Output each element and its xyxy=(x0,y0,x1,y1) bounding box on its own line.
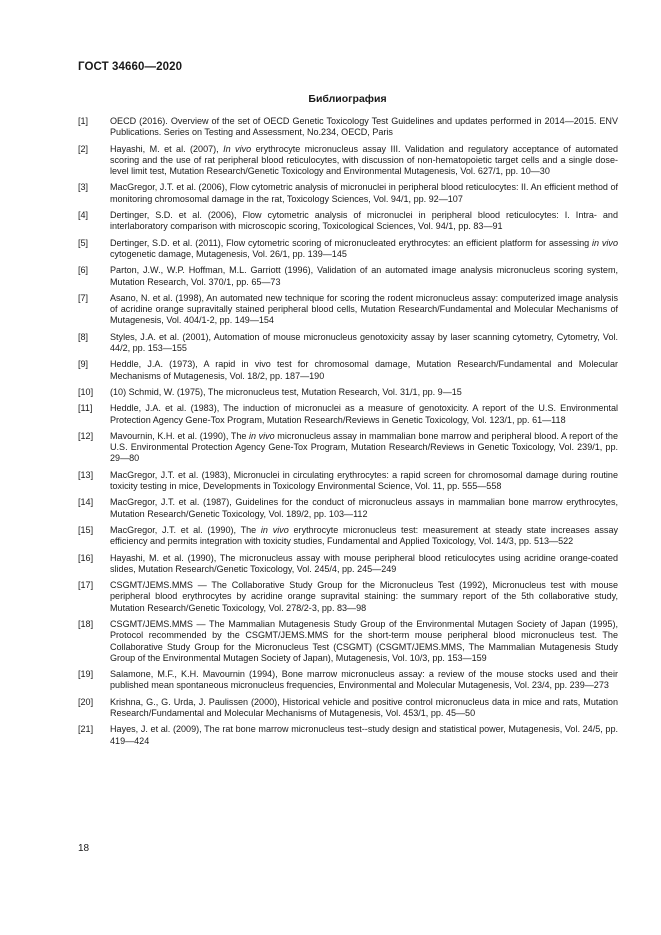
reference-text xyxy=(110,182,618,205)
reference-text-segment: Heddle, J.A. et al. (1983), The induction of micronuclei as a measure of genotoxicity. A report of the U.S. Environmental Protection Agency Gene-Tox Program, Mutation Research/Reviews in Genetic Toxicology, Vol. 123/1, pp. 61—118 xyxy=(110,403,618,425)
reference-text xyxy=(110,431,618,465)
reference-text-segment: cytogenetic damage, Mutagenesis, Vol. 26/1, pp. 139—145 xyxy=(110,248,347,259)
reference-text xyxy=(110,387,618,398)
reference-number: [7] xyxy=(78,292,89,303)
reference-item xyxy=(78,697,618,720)
reference-item xyxy=(78,144,618,178)
reference-item xyxy=(78,332,618,355)
reference-number: [1] xyxy=(78,116,89,126)
reference-number: [13] xyxy=(78,469,94,480)
reference-item xyxy=(78,116,618,139)
reference-text xyxy=(110,580,618,614)
reference-text xyxy=(110,116,618,139)
reference-text-segment: erythrocyte micronucleus test: measurement at steady state increases assay efficiency and permits integration with toxicity studies, Fundamental and Applied Toxicology, Vol. 14/3, pp. 513—522 xyxy=(110,524,618,547)
reference-text-segment: erythrocyte micronucleus assay III. Validation and regulatory acceptance of automated scoring and the use of rat peripheral blood reticulocytes, with discussion of non-hematopoietic target cells and a single dose-level limit test, Mutation Research/Genetic Toxicology and Environmental Mutagenesis, Vol. 627/1, pp. 10—30 xyxy=(110,143,618,177)
reference-list xyxy=(78,116,618,752)
reference-item xyxy=(78,265,618,288)
reference-number: [4] xyxy=(78,210,89,221)
reference-item xyxy=(78,210,618,233)
reference-item xyxy=(78,470,618,493)
reference-text-segment: Dertinger, S.D. et al. (2011), Flow cytometric scoring of micronucleated erythrocytes: an efficient platform for assessing xyxy=(110,237,593,248)
reference-italic-text: in vivo xyxy=(249,430,275,441)
reference-text-segment: MacGregor, J.T. et al. (2006), Flow cytometric analysis of micronuclei in peripheral blood reticulocytes: II. An efficient method of monitoring chromosomal damage in the rat, Toxicology Sciences, Vol. 94/1, pp. 92—107 xyxy=(110,182,618,204)
reference-text xyxy=(110,553,618,576)
reference-item xyxy=(78,553,618,576)
reference-number: [10] xyxy=(78,386,94,397)
reference-text-segment: Styles, J.A. et al. (2001), Automation of mouse micronucleus genotoxicity assay by laser scanning cytometry, Cytometry, Vol. 44/2, pp. 153—155 xyxy=(110,331,618,354)
reference-text xyxy=(110,525,618,548)
reference-number: [20] xyxy=(78,696,94,707)
reference-item xyxy=(78,182,618,205)
reference-number: [19] xyxy=(78,669,94,680)
reference-text xyxy=(110,144,618,178)
reference-text xyxy=(110,724,618,747)
reference-number: [21] xyxy=(78,724,94,735)
reference-text-segment: Hayashi, M. et al. (2007), xyxy=(110,143,224,154)
reference-item xyxy=(78,403,618,426)
reference-text-segment: Heddle, J.A. (1973), A rapid in vivo test for chromosomal damage, Mutation Research/Fundamental and Molecular Mechanisms of Mutagenesis, Vol. 18/2, pp. 187—190 xyxy=(110,359,618,381)
reference-item xyxy=(78,431,618,465)
page-number: 18 xyxy=(78,843,90,854)
reference-text-segment: Mavournin, K.H. et al. (1990), The xyxy=(110,430,249,441)
reference-text-segment: Hayashi, M. et al. (1990), The micronucleus assay with mouse peripheral blood reticulocytes using acridine orange-coated slides, Mutation Research/Genetic Toxicology, Vol. 245/4, pp. 245—249 xyxy=(110,552,618,574)
reference-text-segment: micronucleus assay in mammalian bone marrow and peripheral blood. A report of the U.S. Environmental Protection Agency Gene-Tox Program, Mutation Research/Reviews in Genetic Toxicology, Vol. 239/1, pp. 29—80 xyxy=(110,430,618,464)
reference-text-segment: MacGregor, J.T. et al. (1987), Guidelines for the conduct of micronucleus assays in mammalian bone marrow erythrocytes, Mutation Research/Genetic Toxicology, Vol. 189/2, pp. 103—112 xyxy=(110,497,618,519)
reference-number: [6] xyxy=(78,265,89,276)
reference-number: [18] xyxy=(78,618,94,629)
reference-item xyxy=(78,525,618,548)
reference-item xyxy=(78,580,618,614)
reference-number: [8] xyxy=(78,331,89,342)
bibliography-title: Библиография xyxy=(308,93,387,105)
reference-text xyxy=(110,470,618,493)
reference-item xyxy=(78,293,618,327)
reference-item xyxy=(78,619,618,664)
reference-item xyxy=(78,669,618,692)
reference-text-segment: CSGMT/JEMS.MMS — The Collaborative Study Group for the Micronucleus Test (1992), Micronucleus test with mouse peripheral blood erythrocytes by acridine orange supravital staining: the summary report of the 5th collaborative study, Mutation Research/Genetic Toxicology, Vol. 278/2-3, pp. 83—98 xyxy=(110,580,618,613)
reference-text xyxy=(110,293,618,327)
standard-designation: ГОСТ 34660—2020 xyxy=(78,61,183,73)
reference-text xyxy=(110,669,618,692)
reference-number: [11] xyxy=(78,403,93,414)
reference-number: [16] xyxy=(78,552,94,563)
reference-number: [5] xyxy=(78,237,89,248)
reference-item xyxy=(78,497,618,520)
reference-number: [2] xyxy=(78,143,89,154)
reference-text xyxy=(110,265,618,288)
reference-text xyxy=(110,697,618,720)
reference-text xyxy=(110,403,618,426)
reference-text xyxy=(110,210,618,233)
reference-number: [9] xyxy=(78,359,89,370)
reference-italic-text: in vivo xyxy=(592,237,618,248)
reference-text-segment: MacGregor, J.T. et al. (1990), The xyxy=(110,524,261,535)
reference-text xyxy=(110,332,618,355)
reference-text xyxy=(110,238,618,261)
reference-number: [15] xyxy=(78,524,94,535)
reference-text-segment: CSGMT/JEMS.MMS — The Mammalian Mutagenesis Study Group of the Environmental Mutagen Society of Japan (1995), Protocol recommended by the CSGMT/JEMS.MMS for the short-term mouse peripheral blood micronucleus test. The Collaborative Study Group for the Micronucleus Test (CSGMT) (CSGMT/JEMS.MMS, The Mammalian Mutagenesis Study Group of the Environmental Mutagen Society of Japan), Mutagenesis, Vol. 10/3, pp. 153—159 xyxy=(110,618,618,663)
reference-text-segment: Krishna, G., G. Urda, J. Paulissen (2000), Historical vehicle and positive control micronucleus data in mice and rats, Mutation Research/Fundamental and Molecular Mechanisms of Mutagenesis, Vol. 453/1, pp. 45—50 xyxy=(110,696,618,719)
reference-italic-text: In vivo xyxy=(223,143,252,154)
reference-number: [12] xyxy=(78,430,94,441)
reference-item xyxy=(78,238,618,261)
reference-number: [17] xyxy=(78,580,94,591)
reference-text xyxy=(110,619,618,664)
reference-text-segment: MacGregor, J.T. et al. (1983), Micronuclei in circulating erythrocytes: a rapid screen for chromosomal damage during routine toxicity testing in mice, Developments in Toxicology Environmental Science, Vol. 11, pp. 555—558 xyxy=(110,469,618,492)
reference-text-segment: Hayes, J. et al. (2009), The rat bone marrow micronucleus test--study design and statistical power, Mutagenesis, Vol. 24/5, pp. 419—424 xyxy=(110,724,618,746)
reference-item xyxy=(78,359,618,382)
reference-text-segment: OECD (2016). Overview of the set of OECD Genetic Toxicology Test Guidelines and updates performed in 2014—2015. ENV Publications. Series on Testing and Assessment, No.234, OECD, Paris xyxy=(110,116,618,138)
reference-number: [14] xyxy=(78,497,94,508)
reference-text-segment: Salamone, M.F., K.H. Mavournin (1994), Bone marrow micronucleus assay: a review of the mouse stocks used and their published mean spontaneous micronucleus frequencies, Environmental and Molecular Mutagenesis, Vol. 23/4, pp. 239—273 xyxy=(110,669,618,691)
reference-italic-text: in vivo xyxy=(260,524,289,535)
reference-text-segment: (10) Schmid, W. (1975), The micronucleus test, Mutation Research, Vol. 31/1, pp. 9—15 xyxy=(110,386,462,397)
reference-text xyxy=(110,497,618,520)
reference-item xyxy=(78,387,618,398)
reference-text xyxy=(110,359,618,382)
reference-text-segment: Dertinger, S.D. et al. (2006), Flow cytometric analysis of micronuclei in peripheral blood reticulocytes: I. Intra- and interlaboratory comparison with microscopic scoring, Toxicological Sciences, Vol. 94/1, pp. 83—91 xyxy=(110,210,618,232)
reference-text-segment: Asano, N. et al. (1998), An automated new technique for scoring the rodent micronucleus assay: computerized image analysis of acridine orange supravitally stained peripheral blood cells, Mutation Research/Fundamental and Molecular Mechanisms of Mutagenesis, Vol. 404/1-2, pp. 149—154 xyxy=(110,292,618,326)
reference-text-segment: Parton, J.W., W.P. Hoffman, M.L. Garriott (1996), Validation of an automated image analysis micronucleus scoring system, Mutation Research, Vol. 370/1, pp. 65—73 xyxy=(110,265,618,287)
reference-number: [3] xyxy=(78,182,89,193)
reference-item xyxy=(78,724,618,747)
